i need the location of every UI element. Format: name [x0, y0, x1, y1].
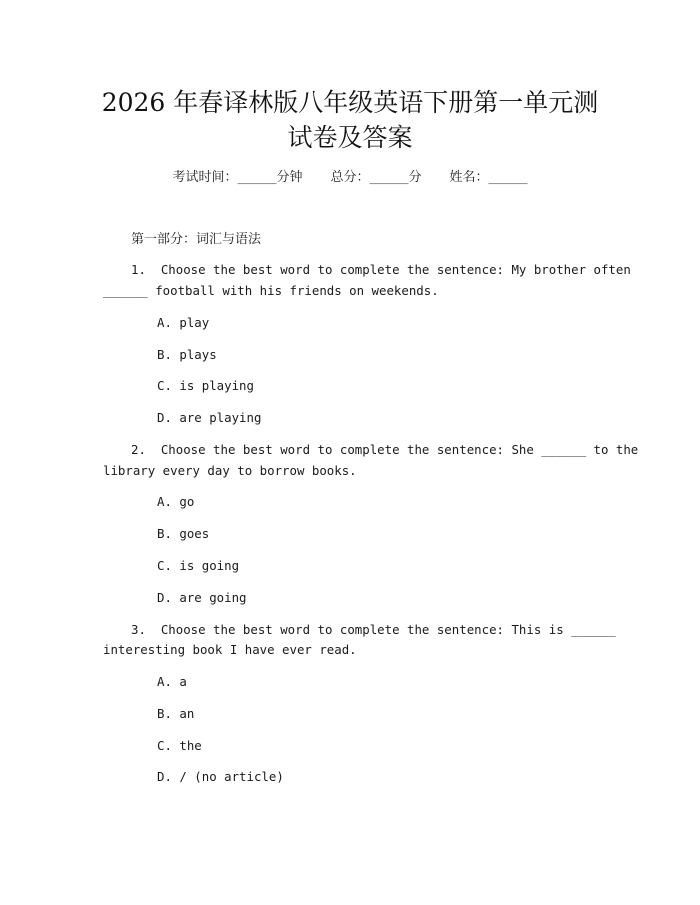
question-2-option-c: C. is going	[157, 558, 240, 573]
question-1-line-1: 1. Choose the best word to complete the sentence: My brother often	[131, 262, 631, 277]
question-3-option-c: C. the	[157, 738, 202, 753]
question-2-line-2: library every day to borrow books.	[103, 463, 357, 478]
question-3-option-a: A. a	[157, 674, 187, 689]
question-3-option-d: D. / (no article)	[157, 769, 284, 784]
document-title-line-1: 2026 年春译林版八年级英语下册第一单元测	[101, 88, 599, 117]
question-3-line-2: interesting book I have ever read.	[103, 642, 357, 657]
question-2-line-1: 2. Choose the best word to complete the sentence: She ______ to the	[131, 442, 639, 457]
total-score-field: 总分：______分	[330, 170, 422, 185]
question-1-option-a: A. play	[157, 315, 210, 330]
section-title: 第一部分：词汇与语法	[131, 232, 262, 247]
document-title-line-2: 试卷及答案	[287, 123, 413, 152]
name-field: 姓名：______	[449, 170, 528, 185]
question-1-line-2: ______ football with his friends on weekends.	[103, 283, 439, 298]
question-3-line-1: 3. Choose the best word to complete the sentence: This is ______	[131, 622, 616, 637]
question-3-option-b: B. an	[157, 706, 195, 721]
question-1-option-d: D. are playing	[157, 410, 262, 425]
question-2-option-a: A. go	[157, 494, 195, 509]
exam-info-row	[0, 168, 700, 188]
question-2-option-b: B. goes	[157, 526, 210, 541]
question-1-option-c: C. is playing	[157, 378, 254, 393]
exam-time-field: 考试时间：______分钟	[172, 170, 303, 185]
question-2-option-d: D. are going	[157, 590, 247, 605]
question-1-option-b: B. plays	[157, 347, 217, 362]
